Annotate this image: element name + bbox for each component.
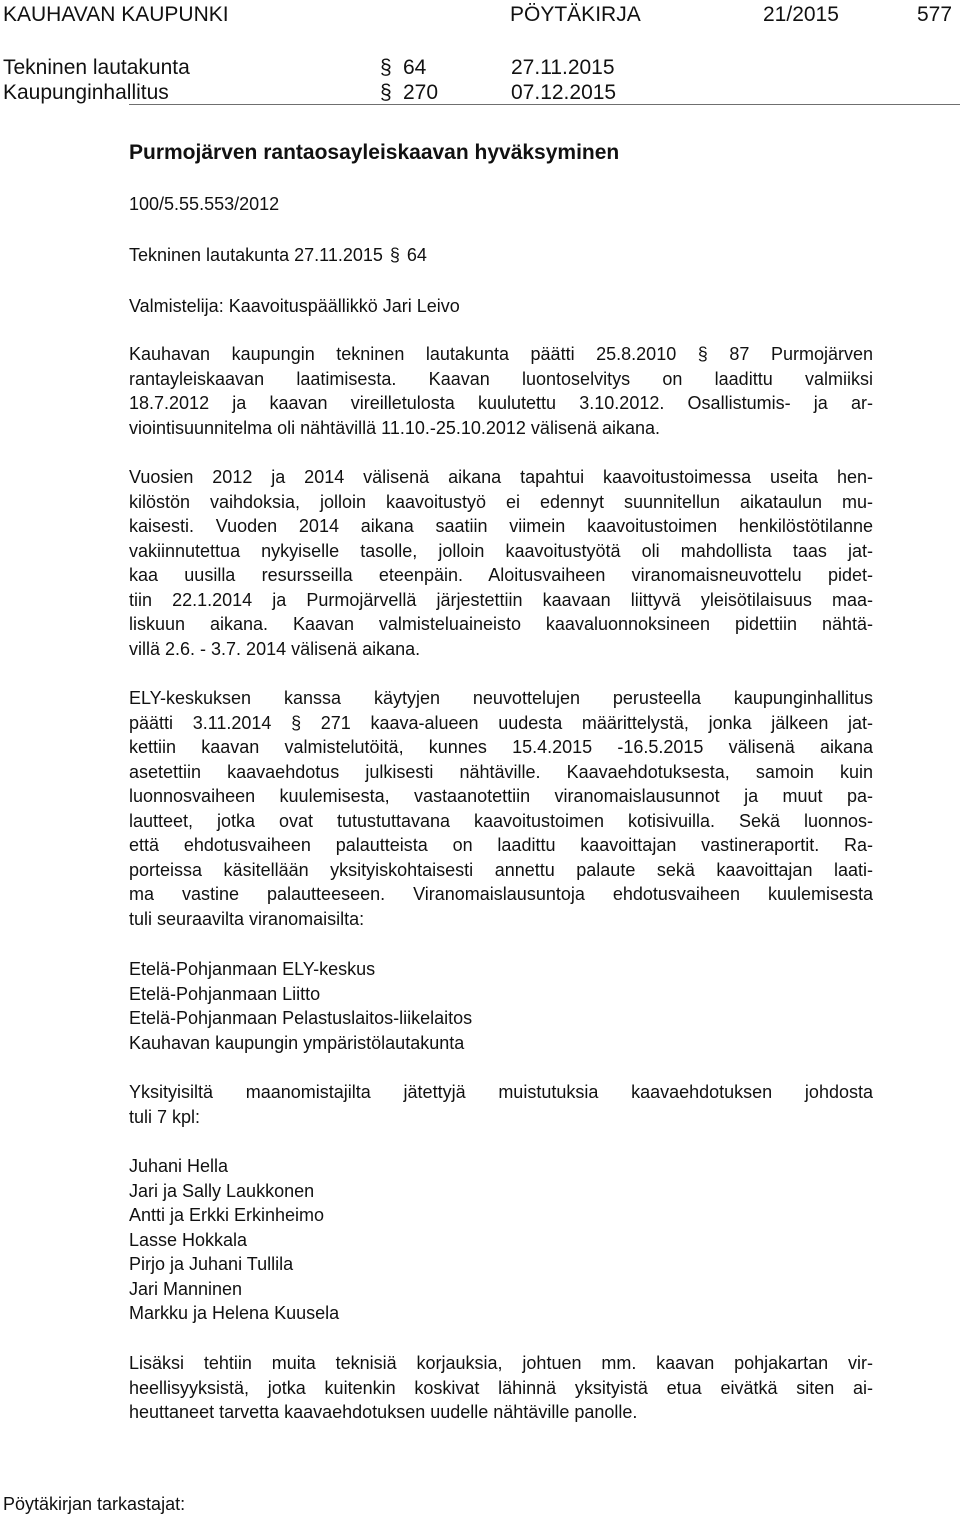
diary-number: 100/5.55.553/2012: [129, 194, 280, 214]
paragraph-line: ma vastine palautteeseen. Viranomaislausuntoja ehdotusvaiheen kuulemisesta: [129, 884, 873, 904]
paragraph-line: luonnosvaiheen kuulemisesta, vastaanotettiin viranomaislausunnot ja muut pa-: [129, 786, 873, 806]
list-item: Antti ja Erkki Erkinheimo: [129, 1205, 325, 1225]
paragraph-line: tiin 22.1.2014 ja Purmojärvellä järjestettiin kaavaan liittyvä yleisötilaisuus maa-: [129, 589, 873, 610]
header-city: KAUHAVAN KAUPUNKI: [3, 3, 229, 26]
paragraph-4: [129, 1080, 873, 1129]
preparer: Valmistelija: Kaavoituspäällikkö Jari Leivo: [129, 296, 460, 316]
list-item: Jari Manninen: [129, 1278, 243, 1299]
meeting-number-2: 270: [403, 81, 439, 104]
paragraph-line: kilöstön vaihdoksia, jolloin kaavoitustyö ei edennyt suunnitellun aikataulun mu-: [129, 491, 873, 512]
private-persons-list: [129, 1154, 339, 1326]
meeting-date-1: 27.11.2015: [511, 56, 615, 79]
paragraph-line: rantayleiskaavan laatimisesta. Kaavan luontoselvitys on laadittu valmiiksi: [129, 368, 873, 389]
paragraph-line: heellisyyksistä, jotka kuitenkin koskivat lähinnä yksityistä etua eivätkä siten ai-: [129, 1377, 873, 1398]
paragraph-line: ELY-keskuksen kanssa käytyjen neuvottelujen perusteella kaupunginhallitus: [129, 688, 873, 708]
meeting-line-number: 64: [406, 245, 427, 265]
paragraph-line: tuli 7 kpl:: [129, 1106, 201, 1127]
header-doc-number: 21/2015: [763, 3, 839, 26]
authorities-list: [129, 957, 472, 1055]
list-item: Etelä-Pohjanmaan Pelastuslaitos-liikelaitos: [129, 1008, 473, 1028]
list-item: Juhani Hella: [129, 1156, 229, 1176]
paragraph-line: Kauhavan kaupungin tekninen lautakunta päätti 25.8.2010 § 87 Purmojärven: [129, 344, 873, 364]
list-item: Pirjo ja Juhani Tullila: [129, 1254, 294, 1274]
paragraph-line: kaa uusilla resursseilla eteenpäin. Aloitusvaiheen viranomaisneuvottelu pidet-: [129, 565, 873, 585]
paragraph-line: kaisesti. Vuoden 2014 aikana saatiin viimein kaavoitustoimen henkilöstötilanne: [129, 516, 873, 536]
header-page-number: 577: [917, 3, 953, 26]
list-item: Markku ja Helena Kuusela: [129, 1303, 340, 1323]
paragraph-line: vakiinnutettua nykyiselle tasolle, jolloin kaavoitustyötä oli mahdollista taas jat-: [129, 540, 873, 561]
header-divider: [129, 104, 960, 105]
paragraph-line: 18.7.2012 ja kaavan vireilletulosta kuulutettu 3.10.2012. Osallistumis- ja ar-: [129, 393, 873, 413]
paragraph-3: [129, 686, 873, 931]
meeting-body-2: Kaupunginhallitus: [3, 81, 169, 104]
paragraph-line: tuli seuraavilta viranomaisilta:: [129, 908, 365, 929]
paragraph-line: viointisuunnitelma oli nähtävillä 11.10.-25.10.2012 välisenä aikana.: [129, 417, 661, 438]
document-title: Purmojärven rantaosayleiskaavan hyväksyminen: [129, 141, 620, 164]
meeting-line: [129, 243, 427, 267]
paragraph-line: liskuun aikana. Kaavan valmisteluaineisto kaavaluonnoksineen pidettiin nähtä-: [129, 614, 873, 634]
paragraph-line: heuttaneet tarvetta kaavaehdotuksen uudelle nähtäville panolle.: [129, 1402, 638, 1422]
paragraph-line: kettiin kaavan valmistelutöitä, kunnes 15.4.2015 -16.5.2015 välisenä aikana: [129, 737, 873, 757]
meeting-body-1: Tekninen lautakunta: [3, 56, 190, 79]
footer-reviewers: Pöytäkirjan tarkastajat:: [3, 1494, 186, 1514]
paragraph-line: asetettiin kaavaehdotus julkisesti nähtäville. Kaavaehdotuksesta, samoin kuin: [129, 761, 873, 782]
paragraph-line: Lisäksi tehtiin muita teknisiä korjauksia, johtuen mm. kaavan pohjakartan vir-: [129, 1353, 873, 1373]
list-item: Jari ja Sally Laukkonen: [129, 1180, 315, 1201]
list-item: Etelä-Pohjanmaan Liitto: [129, 983, 321, 1004]
section-sign-icon: §: [380, 81, 392, 104]
section-sign-icon: §: [380, 56, 392, 79]
paragraph-line: lautteet, jotka ovat tutustuttavana kaavoitustoimen kotisivuilla. Sekä luonnos-: [129, 810, 873, 831]
paragraph-line: porteissa käsitellään yksityiskohtaisesti annettu palaute sekä kaavoittajan laati-: [129, 859, 873, 880]
list-item: Etelä-Pohjanmaan ELY-keskus: [129, 959, 376, 979]
paragraph-line: Vuosien 2012 ja 2014 välisenä aikana tapahtui kaavoitustoimessa useita hen-: [129, 467, 873, 487]
header-doc-type: PÖYTÄKIRJA: [510, 3, 641, 26]
paragraph-line: että ehdotusvaiheen palautteista on laadittu kaavoittajan vastineraportit. Ra-: [129, 835, 873, 855]
paragraph-line: päätti 3.11.2014 § 271 kaava-alueen uudesta määrittelystä, jonka jälkeen jat-: [129, 712, 873, 733]
meeting-date-2: 07.12.2015: [511, 81, 617, 104]
meeting-line-prefix: Tekninen lautakunta 27.11.2015: [129, 245, 383, 265]
paragraph-1: [129, 342, 873, 440]
meeting-number-1: 64: [403, 56, 427, 79]
list-item: Lasse Hokkala: [129, 1229, 248, 1250]
paragraph-2: [129, 465, 873, 661]
list-item: Kauhavan kaupungin ympäristölautakunta: [129, 1032, 465, 1053]
paragraph-line: villä 2.6. - 3.7. 2014 välisenä aikana.: [129, 638, 421, 659]
paragraph-5: [129, 1351, 873, 1425]
section-sign-icon: §: [389, 245, 400, 265]
paragraph-line: Yksityisiltä maanomistajilta jätettyjä muistutuksia kaavaehdotuksen johdosta: [129, 1082, 873, 1102]
